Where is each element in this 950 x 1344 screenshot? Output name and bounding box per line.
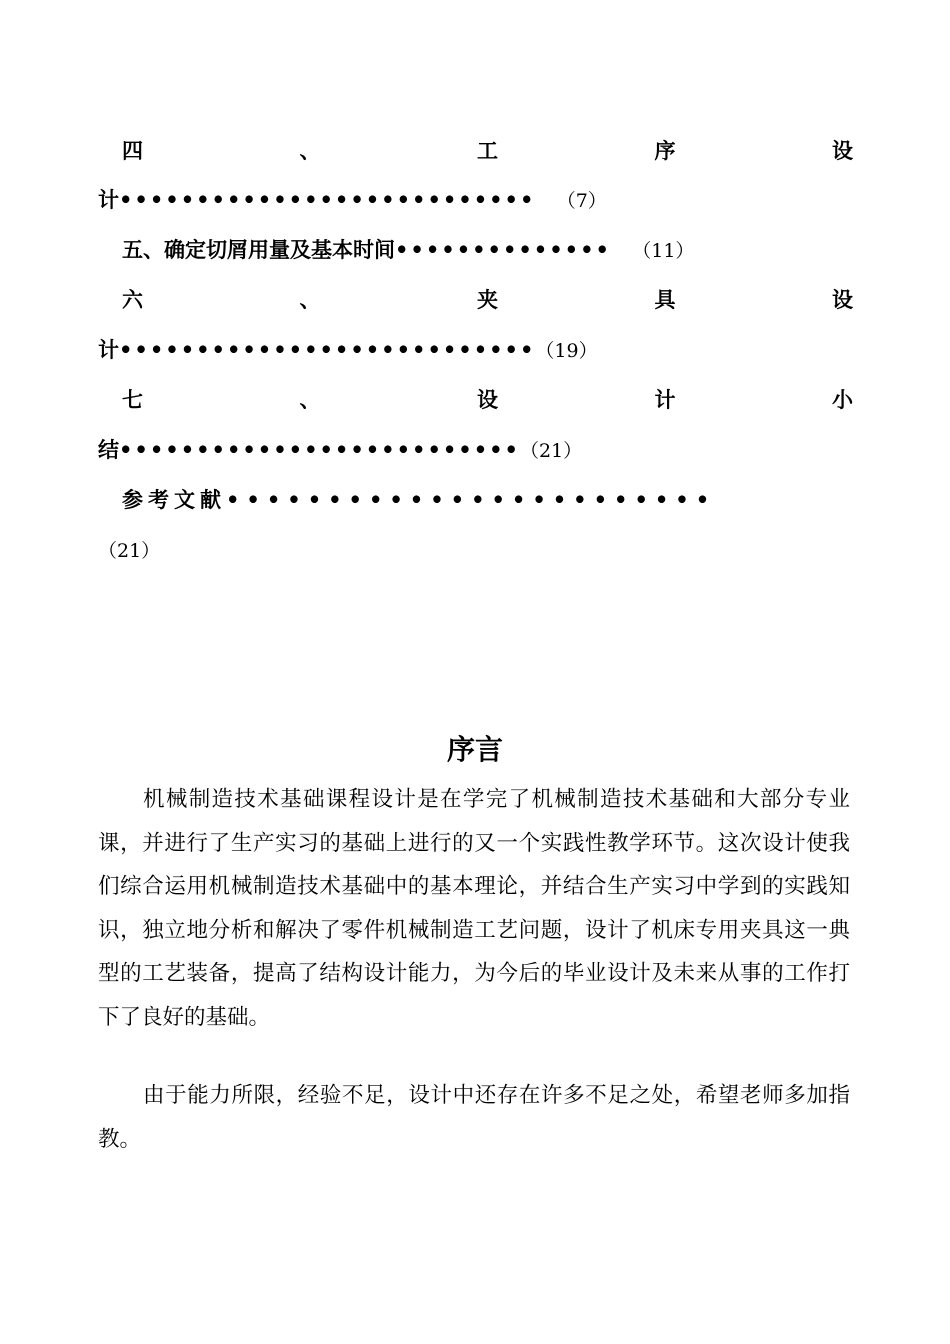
toc-dot-leader: ••••••••••••••••••••••••••• [119,187,536,212]
toc-chapter7-char: 设 [477,387,498,412]
preface-paragraph-1: 机械制造技术基础课程设计是在学完了机械制造技术基础和大部分专业课，并进行了生产实习的基础上进行的又一个实践性教学环节。这次设计使我们综合运用机械制造技术基础中的基本理论，并结合生产实习中学到的实践知识，独立地分析和解决了零件机械制造工艺问题，设计了机床专用夹具这一典型的工艺装备，提高了结构设计能力，为今后的毕业设计及未来从事的工作打下了良好的基础。 [98,787,850,1030]
toc-chapter6-leader-line[interactable] [98,335,853,366]
toc-chapter4-char: 序 [654,138,676,163]
toc-chapter6-char: 、 [299,287,321,312]
preface-title: 序言 [446,733,503,766]
toc-chapter4-wrap: 计 [98,187,119,212]
toc-references-title: 参考文献 [122,487,226,512]
toc-chapter7-char: 、 [299,387,321,412]
toc-page-number: （19） [535,340,598,362]
toc-page-number: （7） [556,190,607,212]
toc-chapter6-char: 设 [832,287,853,312]
toc-chapter5[interactable] [98,235,853,266]
toc-page-number: （21） [519,440,583,462]
toc-chapter6-wrap: 计 [98,337,119,362]
toc-chapter7-char: 小 [832,387,853,412]
toc-references[interactable] [98,485,853,515]
toc-chapter4-char: 设 [832,138,853,163]
toc-page-number: （21） [98,540,161,562]
toc-chapter6-char: 夹 [477,287,498,312]
toc-dot-leader: •••••••••••••• [395,237,611,262]
toc-chapter6-char: 六 [122,287,143,312]
toc-chapter7-title[interactable] [98,385,853,415]
toc-chapter4-char: 工 [477,138,498,163]
toc-dot-leader: ••••••••••••••••••••••••••• [119,337,536,362]
toc-chapter6-title[interactable] [98,285,853,315]
toc-chapter5-title: 五、确定切屑用量及基本时间 [122,237,395,262]
toc-page-number: （11） [632,240,695,262]
toc-chapter7-char: 七 [122,387,143,412]
preface-paragraph-2: 由于能力所限，经验不足，设计中还存在许多不足之处，希望老师多加指教。 [98,1083,850,1152]
toc-chapter6-char: 具 [654,287,676,312]
toc-dot-leader: •••••••••••••••••••••••••• [119,437,520,462]
toc-chapter4-char: 、 [299,138,321,163]
toc-chapter7-leader-line[interactable] [98,435,853,466]
toc-chapter7-wrap: 结 [98,437,119,462]
toc-references-page-line [98,535,853,566]
toc-chapter7-char: 计 [654,387,676,412]
toc-chapter4-char: 四 [122,138,143,163]
toc-chapter4-leader-line[interactable] [98,185,853,216]
toc-dot-leader: •••••••••••••••••••••••• [226,487,717,512]
toc-chapter4-title[interactable] [98,136,853,166]
